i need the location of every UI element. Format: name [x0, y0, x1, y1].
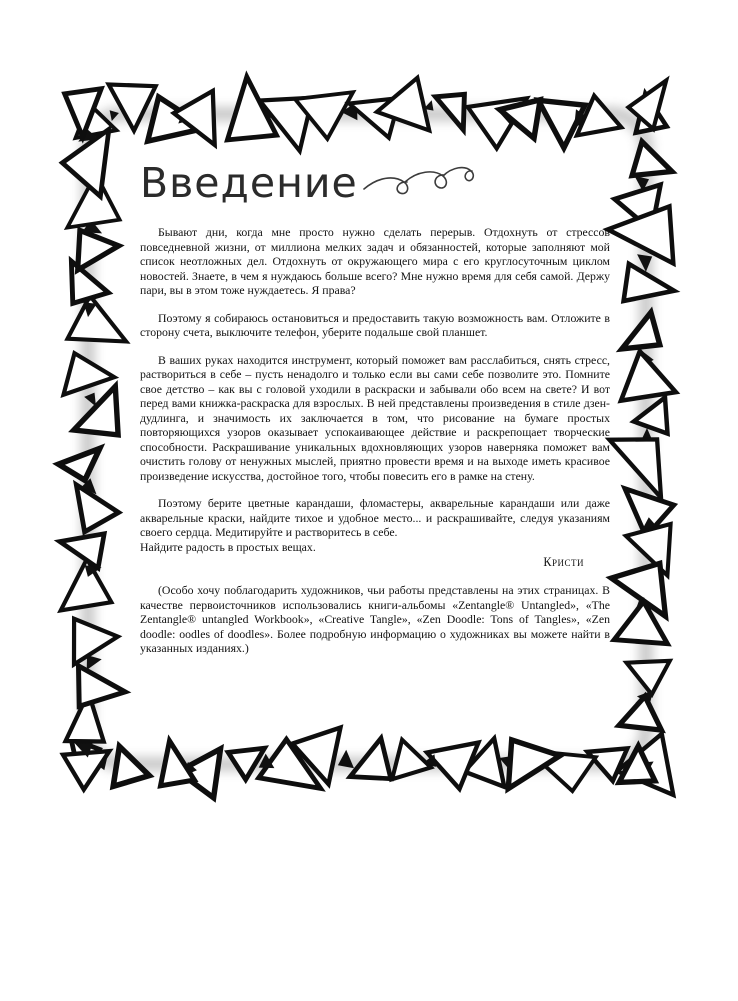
author-signature: Кристи — [543, 555, 584, 569]
page-title: Введение — [140, 159, 358, 207]
intro-paragraph-3: В ваших руках находится инструмент, который поможет вам расслабиться, снять стресс, раствориться в себе – пусть ненадолго и только если вы сами себе позволите это. Помните свое детство – как вы с головой уходили в раскраски и забывали обо всем на свете? И вот перед вами книжка-раскраска для взрослых. В ней представлены произведения в стиле дзен-дудлинга, и значимость их заключается в том, что рисование на бумаге простых повторяющихся узоров оказывает успокаивающее действие и раскрепощает творческие способности. Раскрашивание уникальных вдохновляющих узоров наверняка поможет вам очистить голову от ненужных мыслей, приятно провести время и на выходе иметь красивое произведение искусства, достойное того, чтобы повесить его в рамке на стену. — [140, 352, 610, 483]
intro-paragraph-1: Бывают дни, когда мне просто нужно сделать перерыв. Отдохнуть от стрессов повседневной жизни, от миллиона мелких задач и обязанностей, которые заполняют мой список неотложных дел. Отдохнуть от окружающего мира с его круглосуточным циклом новостей. Знаете, в чем я нуждаюсь больше всего? Мне нужно время для себя самой. Держу пари, вы в этом тоже нуждаетесь. Я права? — [140, 225, 610, 297]
page-title-row — [140, 159, 610, 207]
acknowledgment-paragraph: (Особо хочу поблагодарить художников, чьи работы представлены на этих страницах. В качестве первоисточников использовались книги-альбомы «Zentangle® Untangled», «The Zentangle® untangled Workbook», «Creative Tangle», «Zen Doodle: Tons of Tangles», «Zen doodle: oodles of doodles». Более подробную информацию о художниках вы можете найти в указанных изданиях.) — [140, 583, 610, 655]
closing-line: Найдите радость в простых вещах. — [140, 539, 316, 554]
page-content — [140, 159, 610, 669]
intro-paragraph-2: Поэтому я собираюсь остановиться и предоставить такую возможность вам. Отложите в сторону счета, выключите телефон, уберите подальше свой планшет. — [140, 310, 610, 339]
intro-paragraph-4: Поэтому берите цветные карандаши, фломастеры, акварельные карандаши или даже акварельные краски, найдите тихое и удобное место... и раскрашивайте, следуя указаниям своего сердца. Медитируйте и растворитесь в себе. — [140, 496, 610, 539]
swirl-flourish-icon — [362, 162, 482, 202]
